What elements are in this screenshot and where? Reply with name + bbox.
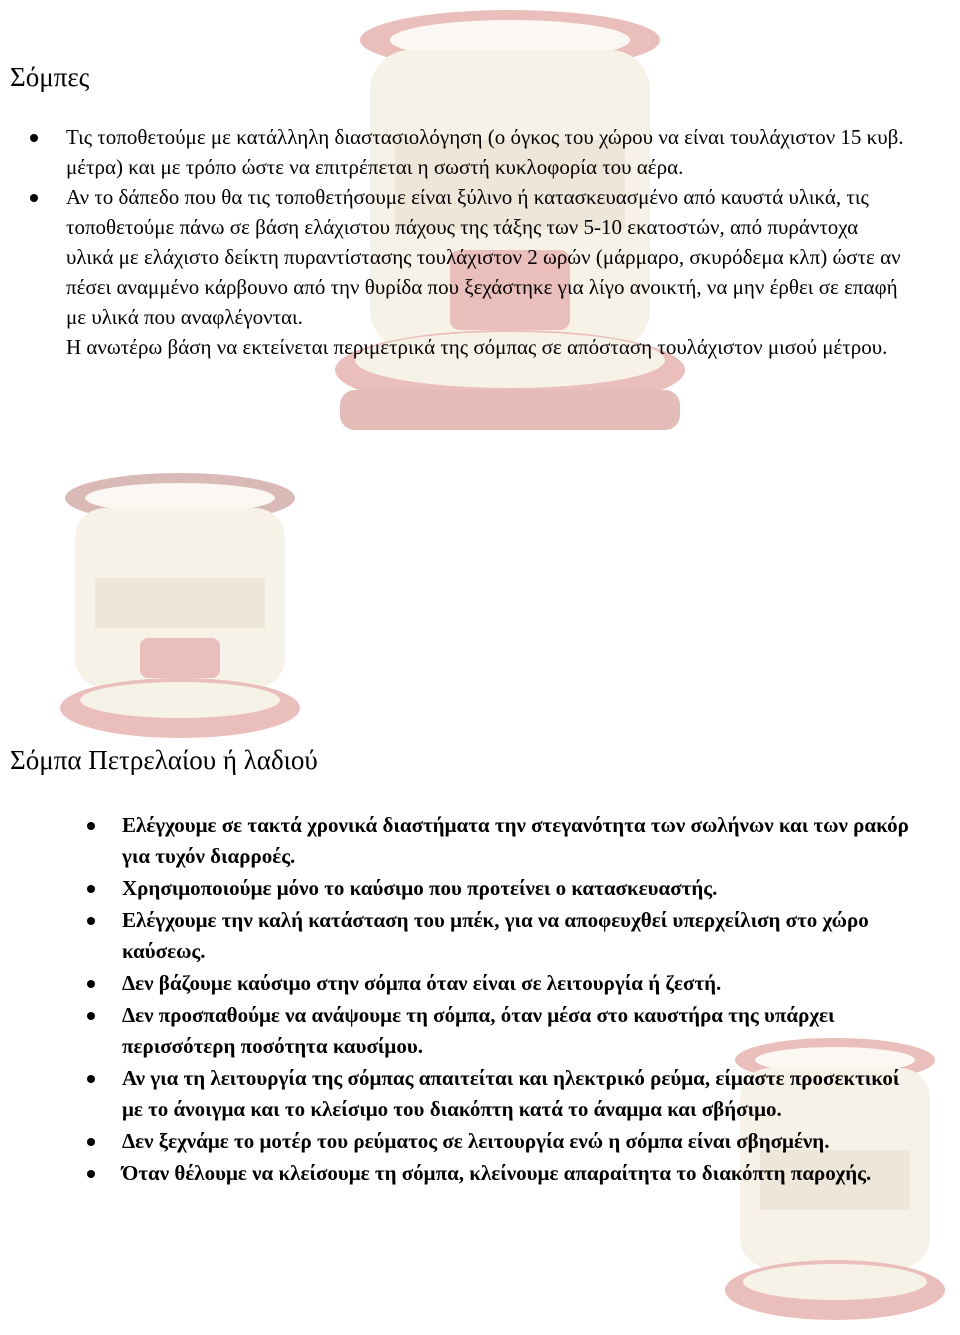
bullet-icon <box>87 917 95 925</box>
stove-image-middle <box>55 468 305 758</box>
list-item-text: Τις τοποθετούμε με κατάλληλη διαστασιολόγηση (ο όγκος του χώρου να είναι τουλάχιστον 15 κυβ. μέτρα) και με τρόπο ώστε να επιτρέπεται η σωστή κυκλοφορία του αέρα. <box>66 125 904 179</box>
bullet-icon <box>87 1075 95 1083</box>
list-item-text: Αν το δάπεδο που θα τις τοποθετήσουμε είναι ξύλινο ή κατασκευασμένο από καυστά υλικά, τις τοποθετούμε πάνω σε βάση ελάχιστου πάχους της τάξης των 5-10 εκατοστών, από πυράντοχα υλικά με ελάχιστο δείκτη πυραντίστασης τουλάχιστον 2 ωρών (μάρμαρο, σκυρόδεμα κλπ) ώστε αν πέσει αναμμένο κάρβουνο από την θυρίδα που ξεχάστηκε για λίγο ανοικτή, να μην έρθει σε επαφή με υλικά που αναφλέγονται. <box>66 185 901 329</box>
bullet-icon <box>87 1138 95 1146</box>
bullet-icon <box>87 885 95 893</box>
list-item <box>24 182 904 362</box>
list-item-text: Χρησιμοποιούμε μόνο το καύσιμο που προτείνει ο κατασκευαστής. <box>122 876 718 900</box>
list-item-text: Ελέγχουμε σε τακτά χρονικά διαστήματα την στεγανότητα των σωλήνων και των ρακόρ για τυχόν διαρροές. <box>122 813 909 868</box>
list-item <box>82 905 922 967</box>
bullet-icon <box>87 822 95 830</box>
bullet-icon <box>30 134 38 142</box>
bullet-icon <box>30 194 38 202</box>
list-item <box>82 1126 922 1157</box>
list-item-text: Ελέγχουμε την καλή κατάσταση του μπέκ, για να αποφευχθεί υπερχείλιση στο χώρο καύσεως. <box>122 908 869 963</box>
bullet-icon <box>87 980 95 988</box>
list-item-text: Δεν ξεχνάμε το μοτέρ του ρεύματος σε λειτουργία ενώ η σόμπα είναι σβησμένη. <box>122 1129 830 1153</box>
list-item <box>82 1000 922 1062</box>
oil-stove-bullet-list <box>82 810 922 1190</box>
list-item-text-continuation: Η ανωτέρω βάση να εκτείνεται περιμετρικά της σόμπας σε απόσταση τουλάχιστον μισού μέτρου. <box>66 335 888 359</box>
list-item <box>24 122 904 182</box>
stoves-bullet-list <box>24 122 904 362</box>
list-item <box>82 1158 922 1189</box>
list-item-text: Δεν βάζουμε καύσιμο στην σόμπα όταν είναι σε λειτουργία ή ζεστή. <box>122 971 722 995</box>
list-item-text: Όταν θέλουμε να κλείσουμε τη σόμπα, κλείνουμε απαραίτητα το διακόπτη παροχής. <box>122 1161 872 1185</box>
bullet-icon <box>87 1012 95 1020</box>
section-heading-stoves: Σόμπες <box>10 62 90 92</box>
list-item-text: Δεν προσπαθούμε να ανάψουμε τη σόμπα, όταν μέσα στο καυστήρα της υπάρχει περισσότερη ποσότητα καυσίμου. <box>122 1003 835 1058</box>
section-heading-oil-stove: Σόμπα Πετρελαίου ή λαδιού <box>10 745 318 775</box>
list-item <box>82 1063 922 1125</box>
bullet-icon <box>87 1170 95 1178</box>
list-item <box>82 810 922 872</box>
list-item <box>82 873 922 904</box>
list-item-text: Αν για τη λειτουργία της σόμπας απαιτείται και ηλεκτρικό ρεύμα, είμαστε προσεκτικοί με το άνοιγμα και το κλείσιμο του διακόπτη κατά το άναμμα και σβήσιμο. <box>122 1066 900 1121</box>
list-item <box>82 968 922 999</box>
